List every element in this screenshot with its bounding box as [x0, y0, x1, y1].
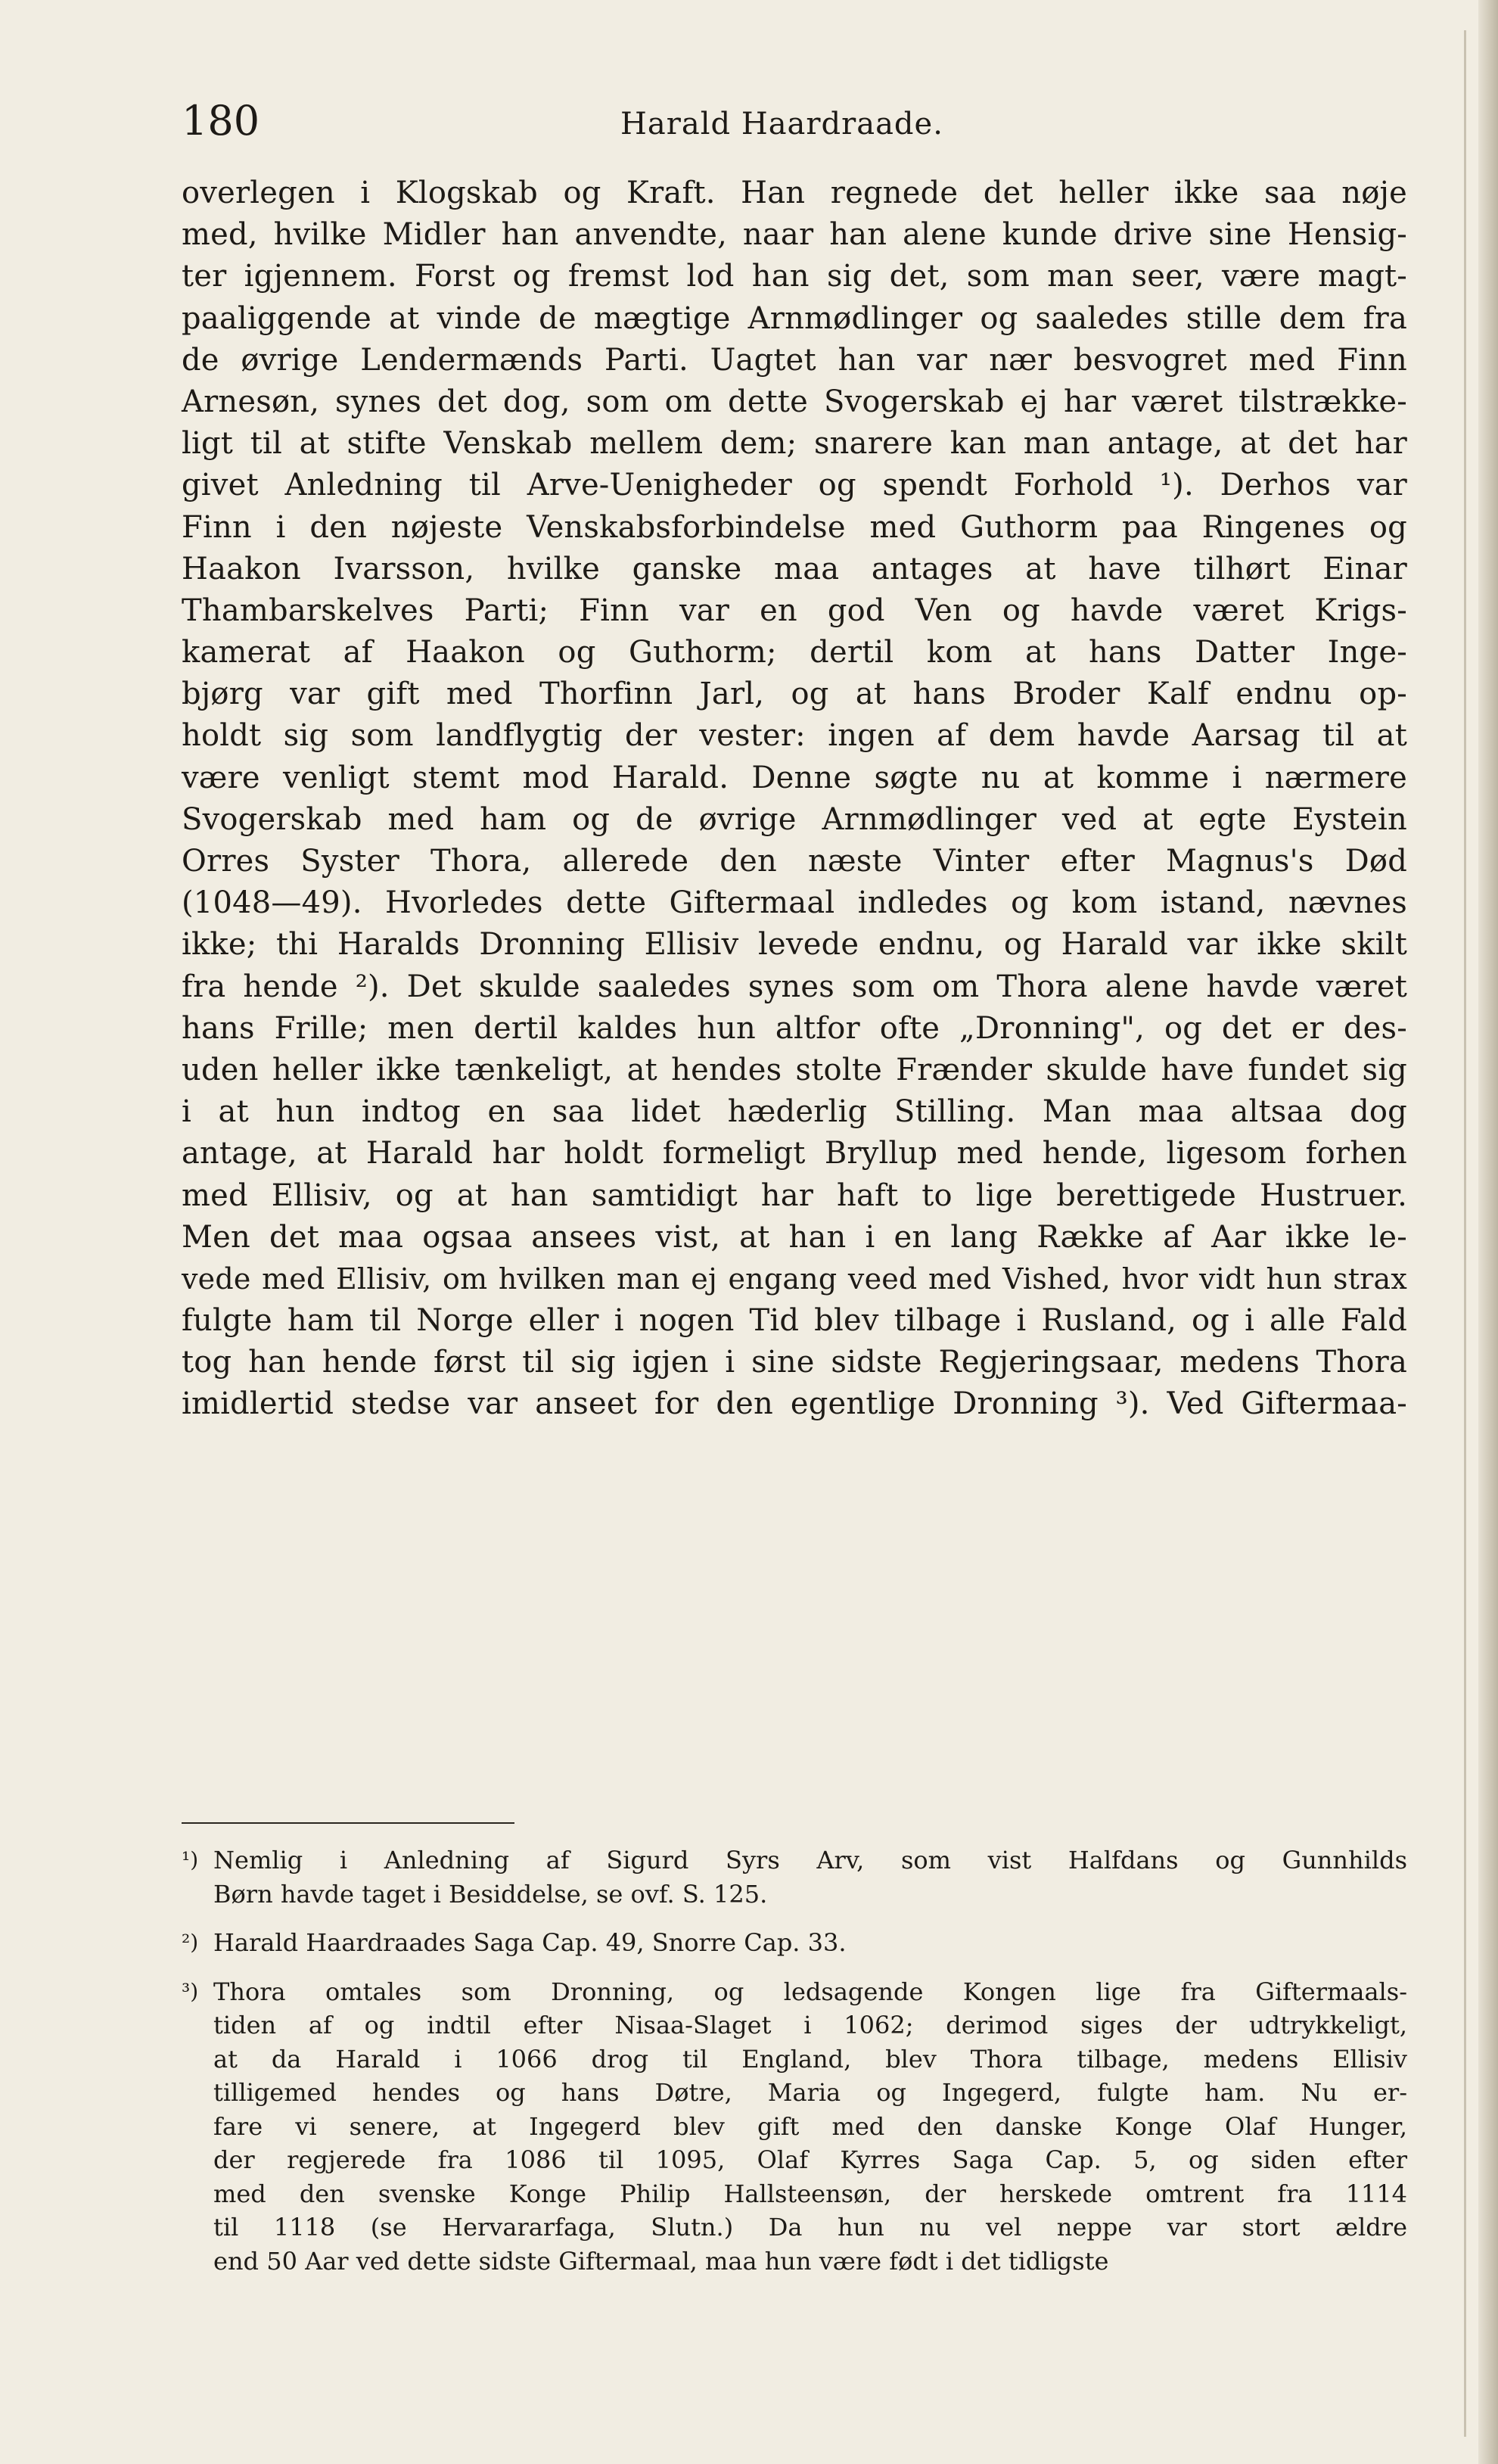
body-line: med, hvilke Midler han anvendte, naar han alene kunde drive sine Hensig- [182, 217, 1407, 253]
footnote-text [213, 1926, 1407, 1960]
body-line: hans Frille; men dertil kaldes hun altfor ofte „Dronning", og det er des- [182, 1010, 1407, 1046]
body-line: uden heller ikke tænkeligt, at hendes stolte Frænder skulde have fundet sig [182, 1052, 1407, 1087]
body-line: (1048—49). Hvorledes dette Giftermaal indledes og kom istand, nævnes [182, 885, 1407, 921]
body-line: holdt sig som landflygtig der vester: ingen af dem havde Aarsag til at [182, 718, 1407, 754]
body-line: overlegen i Klogskab og Kraft. Han regnede det heller ikke saa nøje [182, 176, 1407, 210]
body-line: imidlertid stedse var anseet for den egentlige Dronning ³). Ved Giftermaa- [182, 1386, 1407, 1422]
body-line: bjørg var gift med Thorfinn Jarl, og at hans Broder Kalf endnu op- [182, 677, 1407, 712]
footnote-line: at da Harald i 1066 drog til England, blev Thora tilbage, medens Ellisiv [213, 2044, 1407, 2074]
footnote-line: Nemlig i Anledning af Sigurd Syrs Arv, som vist Halfdans og Gunnhilds [213, 1846, 1407, 1874]
body-line: Finn i den nøjeste Venskabsforbindelse med Guthorm paa Ringenes og [182, 509, 1407, 545]
footnote-line: Harald Haardraades Saga Cap. 49, Snorre Cap. 33. [213, 1928, 847, 1957]
page-edge-shadow [1464, 30, 1466, 2437]
body-line: Thambarskelves Parti; Finn var en god Ven og havde været Krigs- [182, 593, 1407, 628]
footnote-line: tilligemed hendes og hans Døtre, Maria og Ingegerd, fulgte ham. Nu er- [213, 2078, 1407, 2107]
footnote-mark: ²) [182, 1930, 199, 1955]
body-line: antage, at Harald har holdt formeligt Bryllup med hende, ligesom forhen [182, 1136, 1407, 1171]
footnote-rule [182, 1822, 514, 1824]
footnote-line: der regjerede fra 1086 til 1095, Olaf Kyrres Saga Cap. 5, og siden efter [213, 2145, 1407, 2174]
footnote [182, 1843, 1407, 1911]
body-line: ikke; thi Haralds Dronning Ellisiv levede endnu, og Harald var ikke skilt [182, 927, 1407, 963]
body-line: tog han hende først til sig igjen i sine sidste Regjeringsaar, medens Thora [182, 1345, 1407, 1380]
body-line: fra hende ²). Det skulde saaledes synes som om Thora alene havde været [182, 969, 1407, 1004]
footnote [182, 1926, 1407, 1960]
footnote-line: til 1118 (se Hervararfaga, Slutn.) Da hun nu vel neppe var stort ældre [213, 2213, 1407, 2242]
body-line: være venligt stemt mod Harald. Denne søgte nu at komme i nærmere [182, 760, 1407, 795]
footnote-text [213, 1975, 1407, 2279]
running-head: Harald Haardraade. [620, 107, 943, 142]
body-line: de øvrige Lendermænds Parti. Uagtet han var nær besvogret med Finn [182, 342, 1407, 378]
footnote-line: Børn havde taget i Besiddelse, se ovf. S. 125. [213, 1879, 768, 1909]
body-line: i at hun indtog en saa lidet hæderlig Stilling. Man maa altsaa dog [182, 1094, 1407, 1130]
body-line: med Ellisiv, og at han samtidigt har haft to lige berettigede Hustruer. [182, 1178, 1407, 1213]
body-line: vede med Ellisiv, om hvilken man ej engang veed med Vished, hvor vidt hun strax [182, 1262, 1407, 1296]
body-line: kamerat af Haakon og Guthorm; dertil kom at hans Datter Inge- [182, 635, 1407, 670]
body-line: ligt til at stifte Venskab mellem dem; snarere kan man antage, at det har [182, 426, 1407, 462]
footnote-mark: ³) [182, 1978, 199, 2004]
footnote-text [213, 1843, 1407, 1911]
footnotes [182, 1843, 1407, 2293]
body-line: Haakon Ivarsson, hvilke ganske maa antages at have tilhørt Einar [182, 551, 1407, 586]
body-line: Arnesøn, synes det dog, som om dette Svogerskab ej har været tilstrække- [182, 384, 1407, 419]
footnote-line: end 50 Aar ved dette sidste Giftermaal, maa hun være født i det tidligste [213, 2246, 1109, 2276]
footnote-line: med den svenske Konge Philip Hallsteensøn, der herskede omtrent fra 1114 [213, 2179, 1407, 2208]
body-line: Men det maa ogsaa ansees vist, at han i en lang Række af Aar ikke le- [182, 1219, 1407, 1255]
body-line: fulgte ham til Norge eller i nogen Tid blev tilbage i Rusland, og i alle Fald [182, 1303, 1407, 1339]
footnote-line: tiden af og indtil efter Nisaa-Slaget i 1062; derimod siges der udtrykkeligt, [213, 2011, 1407, 2039]
body-line: ter igjennem. Forst og fremst lod han sig det, som man seer, være magt- [182, 259, 1407, 294]
body-line: paaliggende at vinde de mægtige Arnmødlinger og saaledes stille dem fra [182, 300, 1407, 336]
body-line: givet Anledning til Arve-Uenigheder og spendt Forhold ¹). Derhos var [182, 468, 1407, 503]
page-number: 180 [182, 97, 260, 145]
body-text [182, 173, 1407, 1426]
footnote-line: fare vi senere, at Ingegerd blev gift med den danske Konge Olaf Hunger, [213, 2111, 1407, 2141]
footnote-mark: ¹) [182, 1847, 199, 1872]
body-line: Orres Syster Thora, allerede den næste Vinter efter Magnus's Død [182, 844, 1407, 879]
page-header [182, 98, 1422, 151]
page-edge [1478, 0, 1498, 2464]
footnote [182, 1975, 1407, 2279]
body-line: Svogerskab med ham og de øvrige Arnmødlinger ved at egte Eystein [182, 801, 1407, 837]
footnote-line: Thora omtales som Dronning, og ledsagende Kongen lige fra Giftermaals- [213, 1977, 1407, 2006]
